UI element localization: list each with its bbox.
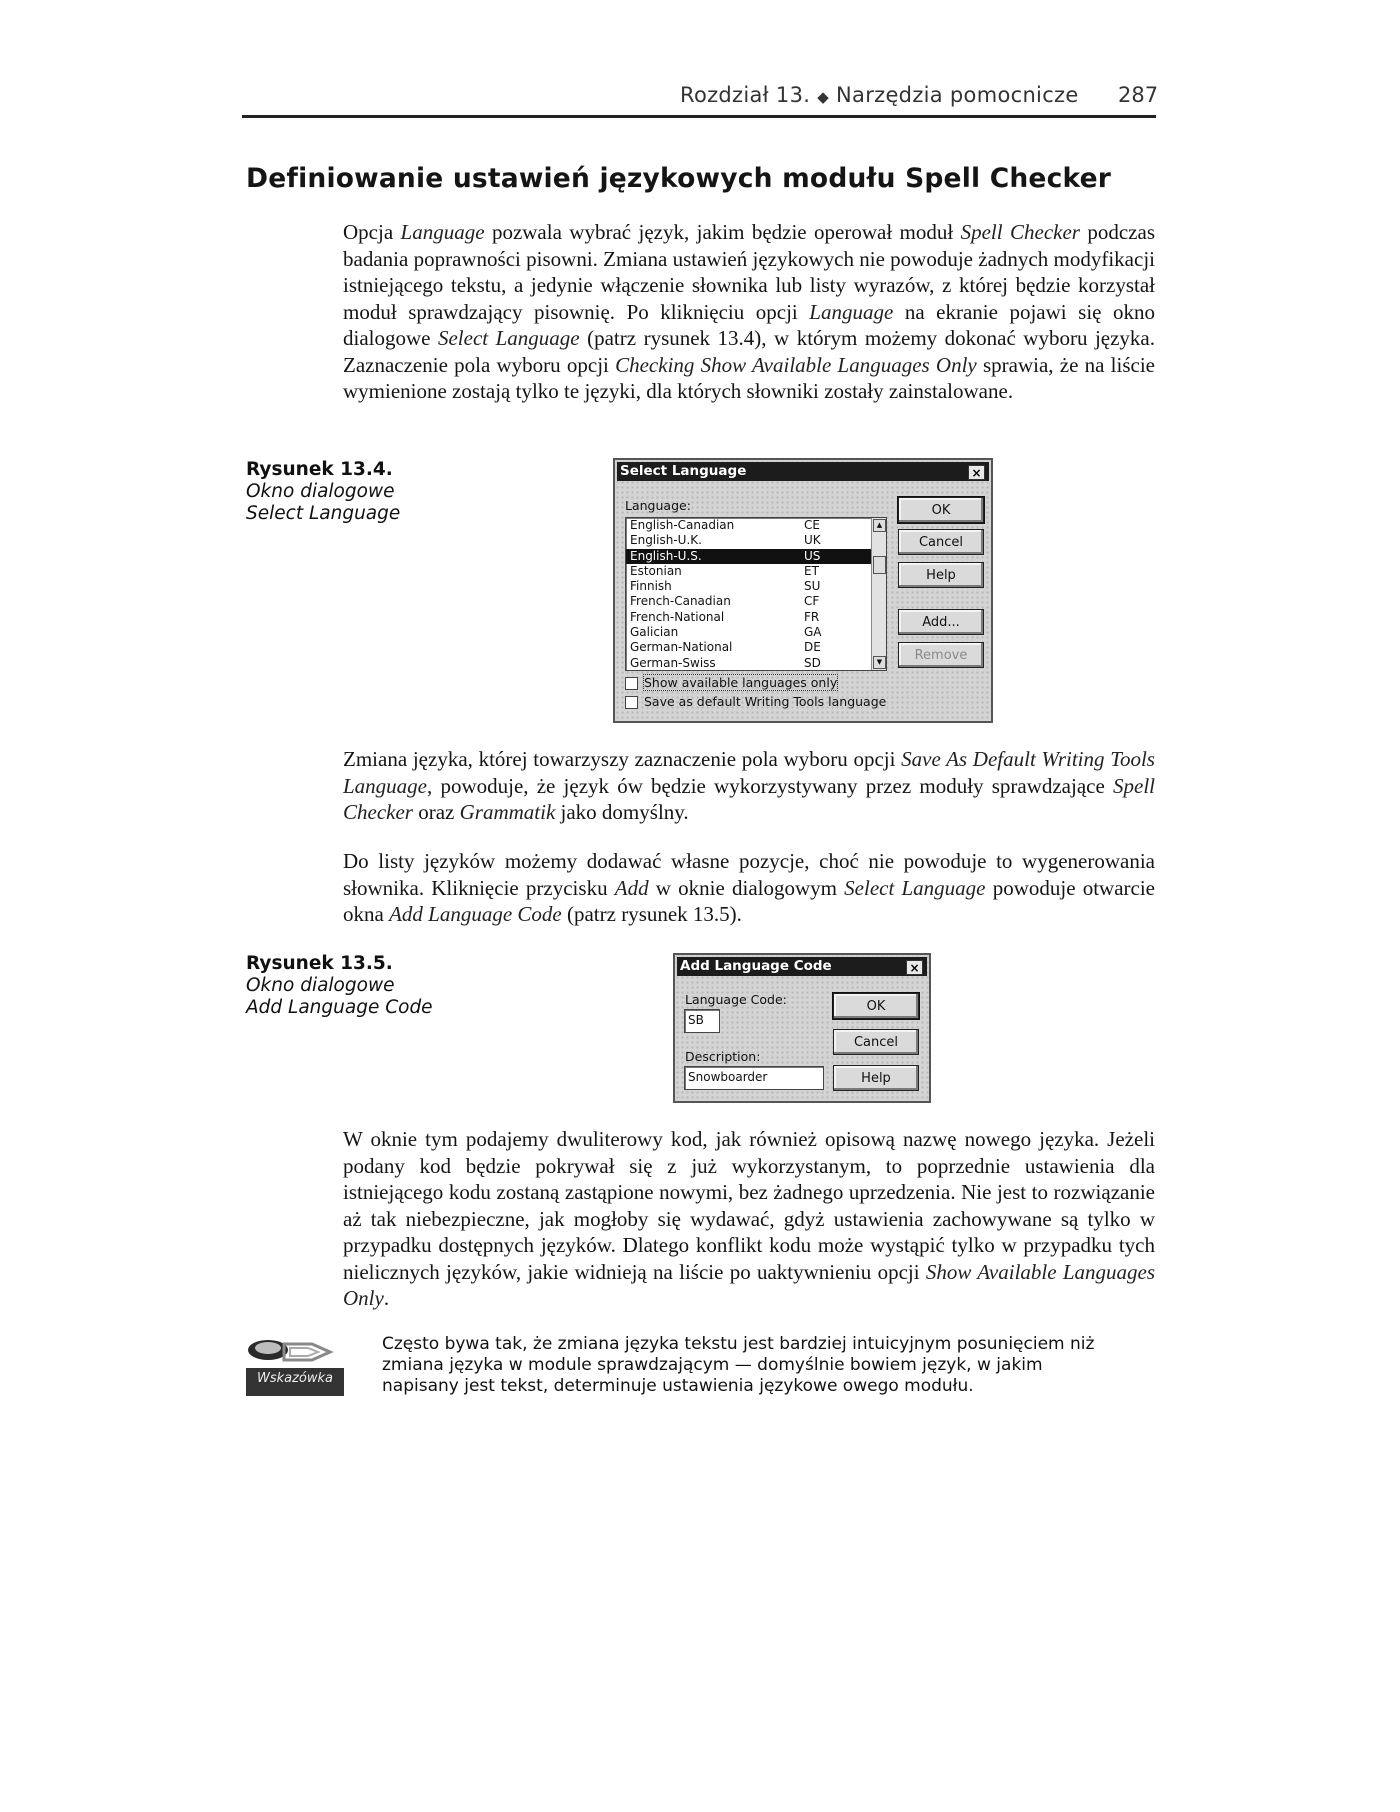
- remove-button[interactable]: Remove: [898, 642, 984, 668]
- paragraph-intro: Opcja Language pozwala wybrać język, jakim będzie operował moduł Spell Checker podczas badania poprawności pisowni. Zmiana ustawień językowych nie powoduje żadnych modyfikacji istniejącego tekstu, a jedynie włączenie słownika lub listy wyrazów, z której będzie korzystał moduł sprawdzający pisownię. Po kliknięciu opcji Language na ekranie pojawi się okno dialogowe Select Language (patrz rysunek 13.4), w którym możemy dokonać wyboru języka. Zaznaczenie pola wyboru opcji Checking Show Available Languages Only sprawia, że na liście wymienione zostają tylko te języki, dla których słowniki zostały zainstalowane.: [343, 220, 1156, 403]
- language-name: German-Swiss: [630, 655, 716, 670]
- running-header: [680, 83, 1100, 107]
- scroll-down-icon[interactable]: ▼: [873, 656, 886, 669]
- language-list-item[interactable]: [626, 640, 886, 655]
- scroll-up-icon[interactable]: ▲: [873, 519, 886, 532]
- language-code: DE: [804, 640, 821, 655]
- language-list-item[interactable]: [626, 625, 886, 640]
- language-code: SU: [804, 579, 821, 594]
- figure-desc-line1: Okno dialogowe: [246, 975, 395, 996]
- term-spell-checker: Spell Checker: [343, 773, 1155, 824]
- figure-caption-13-4: [246, 459, 486, 525]
- language-listbox[interactable]: [625, 517, 887, 671]
- figure-desc-line1: Okno dialogowe: [246, 481, 395, 502]
- help-button[interactable]: Help: [898, 562, 984, 588]
- language-list-item[interactable]: [626, 549, 886, 564]
- pointing-hand-icon: [246, 1332, 344, 1396]
- description-label: Description:: [685, 1049, 761, 1064]
- language-code-label: Language Code:: [685, 992, 787, 1007]
- chapter-label: Rozdział 13.: [680, 83, 811, 107]
- language-list-item[interactable]: [626, 533, 886, 548]
- language-code-input[interactable]: SB: [684, 1009, 720, 1033]
- figure-desc-line2: Add Language Code: [246, 997, 433, 1018]
- language-list-item[interactable]: [626, 579, 886, 594]
- term-add: Add: [614, 875, 649, 900]
- language-name: Estonian: [630, 563, 682, 578]
- paragraph-default-language: Zmiana języka, której towarzyszy zaznaczenie pola wyboru opcji Save As Default Writing Tools Language, powoduje, że język ów będzie wykorzystywany przez moduły sprawdzające Spell Checker oraz Grammatik jako domyślny.: [343, 747, 1155, 824]
- scroll-thumb[interactable]: [873, 556, 886, 574]
- cancel-button[interactable]: Cancel: [898, 529, 984, 555]
- language-code: SD: [804, 655, 821, 670]
- language-list-item[interactable]: [626, 594, 886, 609]
- section-title: Definiowanie ustawień językowych modułu Spell Checker: [246, 163, 1112, 194]
- language-name: Galician: [630, 625, 679, 640]
- save-default-checkbox[interactable]: [625, 696, 638, 709]
- language-name: English-Canadian: [630, 518, 735, 532]
- term-grammatik: Grammatik: [459, 800, 556, 824]
- show-available-label[interactable]: Show available languages only: [644, 675, 838, 690]
- close-icon[interactable]: ×: [968, 465, 985, 480]
- close-icon[interactable]: ×: [906, 960, 923, 975]
- help-button[interactable]: Help: [833, 1065, 919, 1091]
- tip-icon: [246, 1332, 344, 1396]
- language-name: English-U.S.: [630, 548, 702, 563]
- term-checking-show: Checking Show Available Languages Only: [615, 352, 977, 377]
- select-language-dialog: [613, 458, 993, 723]
- dialog-titlebar: [617, 462, 989, 481]
- dialog-titlebar: [677, 957, 927, 976]
- language-code: ET: [804, 563, 819, 578]
- language-code: CE: [804, 518, 820, 532]
- chapter-title: Narzędzia pomocnicze: [836, 83, 1079, 107]
- term-language: Language: [400, 220, 485, 244]
- term-add-language-code: Add Language Code: [389, 902, 562, 926]
- page-number: 287: [1118, 83, 1159, 107]
- language-name: Finnish: [630, 579, 672, 594]
- show-available-checkbox[interactable]: [625, 677, 638, 690]
- language-code: CF: [804, 594, 820, 609]
- language-list-item[interactable]: [626, 610, 886, 625]
- paragraph-add-language: Do listy języków możemy dodawać własne pozycje, choć nie powoduje to wygenerowania słownika. Kliknięcie przycisku Add w oknie dialogowym Select Language powoduje otwarcie okna Add Language Code (patrz rysunek 13.5).: [343, 849, 1155, 926]
- tip-text: Często bywa tak, że zmiana języka tekstu jest bardziej intuicyjnym posunięciem niż zmiana języka w module sprawdzającym — domyślnie bowiem język, w jakim napisany jest tekst, determinuje ustawienia językowe owego modułu.: [382, 1334, 1095, 1396]
- add-language-code-dialog: [673, 953, 931, 1103]
- figure-desc-line2: Select Language: [246, 503, 401, 524]
- figure-number: Rysunek 13.5.: [246, 953, 393, 974]
- cancel-button[interactable]: Cancel: [833, 1029, 919, 1055]
- dialog-title: Add Language Code: [680, 958, 832, 974]
- header-rule: [242, 115, 1156, 118]
- save-default-label[interactable]: Save as default Writing Tools language: [644, 694, 887, 709]
- add-button[interactable]: Add...: [898, 609, 984, 635]
- dialog-title: Select Language: [620, 463, 747, 479]
- figure-number: Rysunek 13.4.: [246, 459, 393, 480]
- term-select-language: Select Language: [437, 326, 580, 350]
- language-list-item[interactable]: [626, 564, 886, 579]
- term-save-as-default: Save As Default Writing Tools Language: [343, 747, 1155, 798]
- language-name: French-Canadian: [630, 594, 731, 609]
- term-select-language: Select Language: [844, 875, 986, 900]
- description-input[interactable]: Snowboarder: [684, 1066, 824, 1090]
- paragraph-code-conflict: W oknie tym podajemy dwuliterowy kod, jak również opisową nazwę nowego języka. Jeżeli podany kod będzie pokrywał się z już wykorzystanym, to poprzednie ustawienia dla istniejącego kodu zostaną zastąpione nowymi, bez żadnego uprzedzenia. Nie jest to rozwiązanie aż tak niebezpieczne, jak mogłoby się wydawać, gdyż ustawienia zachowywane są tylko w przypadku dostępnych języków. Dlatego konflikt kodu może wystąpić tylko w przypadku tych nielicznych języków, jakie widnieją na liście po uaktywnieniu opcji Show Available Languages Only.: [343, 1127, 1156, 1310]
- language-list-label: Language:: [625, 498, 691, 513]
- term-spell-checker: Spell Checker: [960, 220, 1080, 244]
- language-list-item[interactable]: [626, 656, 886, 671]
- figure-caption-13-5: [246, 953, 486, 1019]
- language-code: FR: [804, 609, 820, 624]
- ok-button[interactable]: OK: [833, 993, 919, 1019]
- language-name: German-National: [630, 640, 733, 655]
- ok-button[interactable]: OK: [898, 497, 984, 523]
- language-name: English-U.K.: [630, 533, 702, 548]
- tip-icon-label: Wskazówka: [256, 1371, 334, 1386]
- language-code: UK: [804, 533, 821, 548]
- language-list-item[interactable]: [626, 518, 886, 533]
- language-code: GA: [804, 625, 822, 640]
- term-language: Language: [809, 299, 894, 324]
- language-name: French-National: [630, 609, 725, 624]
- listbox-scrollbar[interactable]: [871, 518, 886, 670]
- language-code: US: [804, 548, 821, 563]
- term-show-available: Show Available Languages Only: [343, 1259, 1156, 1310]
- bullet-glyph: ◆: [817, 88, 830, 106]
- language-rows: [626, 518, 886, 671]
